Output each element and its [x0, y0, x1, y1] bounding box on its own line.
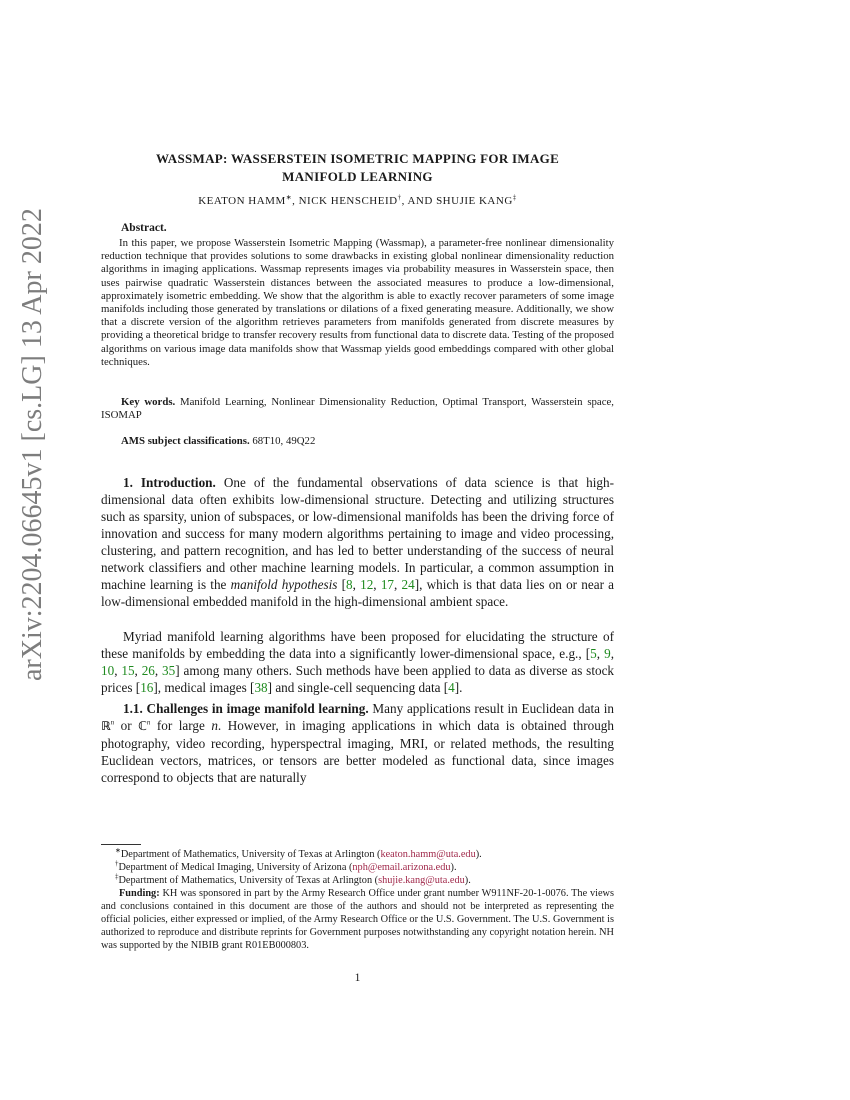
- keywords-label: Key words.: [121, 396, 176, 408]
- citation-link[interactable]: 17: [380, 577, 394, 592]
- math-var: n: [211, 718, 218, 733]
- paragraph-text: ] and single-cell sequencing data [: [267, 680, 449, 695]
- citation-link[interactable]: 8: [346, 577, 353, 592]
- separator: ,: [610, 646, 615, 661]
- abstract-text: In this paper, we propose Wasserstein Isometric Mapping (Wassmap), a parameter-free nonlinear dimensionality reduction technique that provides solutions to some drawbacks in existing global nonlinear dimensionality reduction algorithms in imaging applications. Wassmap represents images via probability measures in Wasserstein space, then uses pairwise quadratic Wasserstein distances between the associated measures to produce a low-dimensional, approximately isometric embedding. We show that the algorithm is able to exactly recover parameters of some image manifolds including those generated by translations or dilations of a fixed generating measure. Additionally, we show that a discrete version of the algorithm retrieves parameters from manifolds generated from discrete measures by providing a theoretical bridge to transfer recovery results from functional data to discrete data. Testing of the proposed algorithms on various image data manifolds show that Wassmap yields good embeddings compared with other global techniques.: [101, 237, 614, 368]
- paragraph-text: One of the fundamental observations of data science is that high-dimensional data often exhibits low-dimensional structure. Detecting and utilizing structures such as sparsity, union of subspaces, or low-dimensional manifolds has been the driving force of innovation and success for many modern algorithms pertaining to image and video processing, clustering, and pattern recognition, and has led to better understanding of the success of neural network classifiers and other machine learning models. In particular, a common assumption in machine learning is the: [101, 475, 615, 592]
- separator: ,: [373, 577, 381, 592]
- reals-symbol: ℝ: [101, 719, 111, 733]
- citation-link[interactable]: 5: [590, 646, 597, 661]
- section-introduction: [101, 474, 614, 610]
- paragraph-text: Many applications result in Euclidean data in: [372, 701, 615, 716]
- arxiv-identifier-stamp: arXiv:2204.06645v1 [cs.LG] 13 Apr 2022: [17, 208, 48, 681]
- paragraph-text: Myriad manifold learning algorithms have been proposed for elucidating the structure of these manifolds by embedding the data into a significantly lower-dimensional space, e.g., [: [101, 629, 614, 661]
- author-3: , AND SHUJIE KANG: [401, 195, 513, 207]
- footnote-divider: [101, 844, 141, 845]
- citation-link[interactable]: 10: [101, 663, 115, 678]
- paragraph-text: ] among many others. Such methods have been applied to data as diverse as stock prices [: [101, 663, 615, 695]
- affiliation-text: Department of Mathematics, University of Texas at Arlington (: [120, 849, 381, 860]
- footnote-mark: ∗: [285, 193, 293, 202]
- punct: ).: [464, 875, 471, 886]
- footnotes: [101, 848, 614, 952]
- paragraph-manifold-learning: [101, 628, 614, 696]
- paragraph-text: for large: [150, 718, 212, 733]
- email-link[interactable]: shujie.kang@uta.edu: [378, 875, 465, 886]
- citation-link[interactable]: 24: [401, 577, 415, 592]
- paragraph-text: [: [337, 577, 346, 592]
- section-heading: 1. Introduction.: [123, 475, 216, 490]
- punct: ).: [475, 849, 482, 860]
- citation-link[interactable]: 9: [604, 646, 611, 661]
- author-1: KEATON HAMM: [198, 195, 286, 207]
- affiliation-text: Department of Mathematics, University of Texas at Arlington (: [118, 875, 379, 886]
- paragraph-text: ], medical images [: [153, 680, 255, 695]
- funding-label: Funding:: [119, 888, 160, 899]
- paragraph-text: ], which is that data lies on or near a low-dimensional embedded manifold in the high-dimensional ambient space.: [101, 577, 615, 609]
- section-challenges: [101, 700, 614, 786]
- keywords-text: Manifold Learning, Nonlinear Dimensionality Reduction, Optimal Transport, Wasserstein space, ISOMAP: [101, 396, 615, 422]
- punct: ).: [450, 862, 457, 873]
- math-var: n: [110, 718, 115, 727]
- citation-link[interactable]: 26: [141, 663, 155, 678]
- footnote-mark: †: [115, 859, 119, 868]
- citation-link[interactable]: 4: [448, 680, 455, 695]
- separator: ,: [394, 577, 402, 592]
- footnote-mark: ‡: [512, 193, 517, 202]
- footnote-2: [101, 861, 614, 874]
- paragraph-text: . However, in imaging applications in which data is obtained through photography, video recording, hyperspectral imaging, MRI, or related methods, the resulting Euclidean vectors, matrices, or tensors are better modeled as functional data, since images correspond to objects that are naturally: [101, 718, 614, 785]
- funding-text: KH was sponsored in part by the Army Research Office under grant number W911NF-20-1-0076. The views and conclusions contained in this document are those of the authors and should not be interpreted as representing the official policies, either expressed or implied, of the Army Research Office or the U.S. Government. The U.S. Government is authorized to reproduce and distribute reprints for Government purposes notwithstanding any copyright notation herein. NH was supported by the NIBIB grant R01EB000803.: [101, 888, 614, 951]
- paragraph-text: ].: [454, 680, 463, 695]
- citation-link[interactable]: 12: [360, 577, 374, 592]
- separator: ,: [114, 663, 122, 678]
- email-link[interactable]: nph@email.arizona.edu: [352, 862, 451, 873]
- ams-codes: 68T10, 49Q22: [252, 435, 316, 447]
- title-line-2: MANIFOLD LEARNING: [282, 169, 433, 184]
- separator: ,: [134, 663, 142, 678]
- footnote-1: [101, 848, 614, 861]
- footnote-mark: ∗: [115, 846, 121, 855]
- email-link[interactable]: keaton.hamm@uta.edu: [380, 849, 476, 860]
- title-line-1: WASSMAP: WASSERSTEIN ISOMETRIC MAPPING FOR IMAGE: [155, 151, 560, 166]
- ams-classifications: [121, 435, 315, 447]
- author-2: , NICK HENSCHEID: [292, 195, 398, 207]
- complex-symbol: ℂ: [138, 719, 147, 733]
- separator: ,: [154, 663, 163, 678]
- footnote-3: [101, 874, 614, 887]
- separator: ,: [352, 577, 361, 592]
- emphasis-text: manifold hypothesis: [230, 577, 338, 592]
- math-var: n: [146, 718, 151, 727]
- abstract-heading: Abstract.: [121, 222, 167, 234]
- funding-note: [101, 887, 614, 952]
- author-list: [101, 195, 614, 207]
- separator: ,: [596, 646, 605, 661]
- citation-link[interactable]: 35: [162, 663, 176, 678]
- citation-link[interactable]: 16: [140, 680, 154, 695]
- footnote-mark: †: [397, 193, 402, 202]
- paragraph-text: or: [114, 718, 139, 733]
- ams-label: AMS subject classifications.: [121, 435, 250, 447]
- affiliation-text: Department of Medical Imaging, University of Arizona (: [118, 862, 353, 873]
- keywords: [101, 396, 614, 422]
- footnote-mark: ‡: [115, 872, 119, 881]
- citation-link[interactable]: 38: [254, 680, 268, 695]
- citation-link[interactable]: 15: [121, 663, 135, 678]
- page-number: 1: [354, 972, 361, 984]
- subsection-heading: 1.1. Challenges in image manifold learning.: [123, 701, 369, 716]
- paper-title: [101, 150, 614, 186]
